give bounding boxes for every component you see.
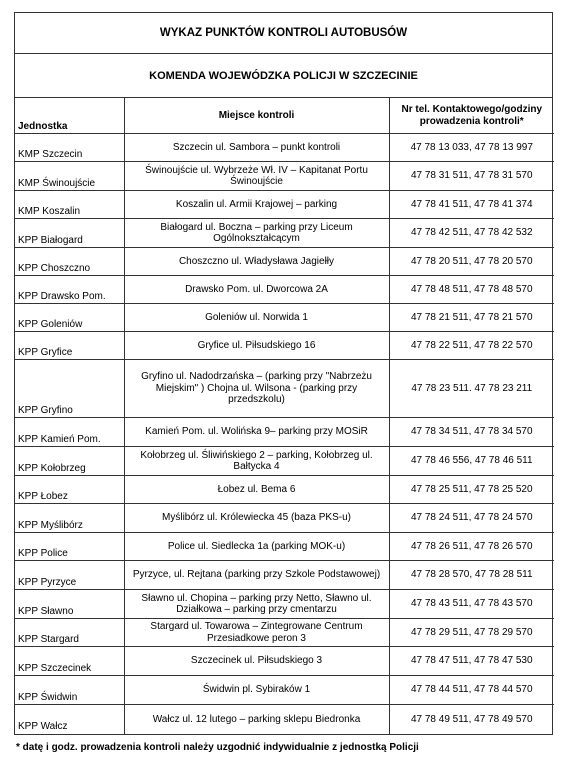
phone-cell: 47 78 44 511, 47 78 44 570 [389,676,554,705]
table-row [15,533,554,561]
phone-cell: 47 78 21 511, 47 78 21 570 [389,304,554,332]
place-cell: Pyrzyce, ul. Rejtana (parking przy Szkole Podstawowej) [124,561,389,590]
table-row [15,134,554,162]
place-cell: Gryfino ul. Nadodrzańska – (parking przy "Nabrzeżu Miejskim" ) Chojna ul. Wilsona - (parking przy przedszkolu) [124,360,389,418]
table-row [15,561,554,590]
table-row [15,332,554,360]
table-row [15,447,554,476]
place-cell: Goleniów ul. Norwida 1 [124,304,389,332]
table-row [15,248,554,276]
place-cell: Szczecin ul. Sambora – punkt kontroli [124,134,389,162]
place-cell: Wałcz ul. 12 lutego – parking sklepu Biedronka [124,705,389,734]
phone-cell: 47 78 47 511, 47 78 47 530 [389,647,554,676]
control-points-sheet [14,12,553,735]
table-header-row [15,98,554,134]
unit-cell: KPP Łobez [15,476,124,504]
place-cell: Gryfice ul. Piłsudskiego 16 [124,332,389,360]
control-points-table [15,98,554,734]
unit-cell: KPP Myślibórz [15,504,124,533]
unit-cell: KPP Szczecinek [15,647,124,676]
table-row [15,676,554,705]
place-cell: Łobez ul. Bema 6 [124,476,389,504]
unit-cell: KPP Stargard [15,619,124,647]
place-cell: Białogard ul. Boczna – parking przy Liceum Ogólnokształcącym [124,219,389,248]
footnote: * datę i godz. prowadzenia kontroli należy uzgodnić indywidualnie z jednostką Policji [16,742,419,753]
place-cell: Świnoujście ul. Wybrzeże Wł. IV – Kapitanat Portu Świnoujście [124,162,389,191]
unit-cell: KMP Koszalin [15,191,124,219]
unit-cell: KPP Białogard [15,219,124,248]
phone-cell: 47 78 41 511, 47 78 41 374 [389,191,554,219]
phone-cell: 47 78 48 511, 47 78 48 570 [389,276,554,304]
place-cell: Drawsko Pom. ul. Dworcowa 2A [124,276,389,304]
header-unit: Jednostka [15,98,124,134]
table-row [15,360,554,418]
place-cell: Szczecinek ul. Piłsudskiego 3 [124,647,389,676]
phone-cell: 47 78 20 511, 47 78 20 570 [389,248,554,276]
unit-cell: KPP Police [15,533,124,561]
place-cell: Choszczno ul. Władysława Jagiełły [124,248,389,276]
table-row [15,647,554,676]
place-cell: Kołobrzeg ul. Śliwińskiego 2 – parking, Kołobrzeg ul. Bałtycka 4 [124,447,389,476]
table-row [15,619,554,647]
unit-cell: KPP Sławno [15,590,124,619]
phone-cell: 47 78 13 033, 47 78 13 997 [389,134,554,162]
place-cell: Świdwin pl. Sybiraków 1 [124,676,389,705]
place-cell: Koszalin ul. Armii Krajowej – parking [124,191,389,219]
table-row [15,476,554,504]
unit-cell: KMP Szczecin [15,134,124,162]
unit-cell: KPP Choszczno [15,248,124,276]
unit-cell: KPP Goleniów [15,304,124,332]
phone-cell: 47 78 31 511, 47 78 31 570 [389,162,554,191]
place-cell: Sławno ul. Chopina – parking przy Netto, Sławno ul. Działkowa – parking przy cmentarzu [124,590,389,619]
unit-cell: KPP Świdwin [15,676,124,705]
phone-cell: 47 78 29 511, 47 78 29 570 [389,619,554,647]
phone-cell: 47 78 42 511, 47 78 42 532 [389,219,554,248]
document-title: WYKAZ PUNKTÓW KONTROLI AUTOBUSÓW [15,13,552,54]
unit-cell: KPP Gryfice [15,332,124,360]
table-row [15,304,554,332]
document-subtitle: KOMENDA WOJEWÓDZKA POLICJI W SZCZECINIE [15,54,552,98]
table-row [15,590,554,619]
table-row [15,504,554,533]
phone-cell: 47 78 23 511. 47 78 23 211 [389,360,554,418]
phone-cell: 47 78 28 570, 47 78 28 511 [389,561,554,590]
unit-cell: KPP Pyrzyce [15,561,124,590]
table-row [15,191,554,219]
phone-cell: 47 78 49 511, 47 78 49 570 [410,713,533,725]
place-cell: Police ul. Siedlecka 1a (parking MOK-u) [124,533,389,561]
table-row [15,418,554,447]
phone-cell: 47 78 24 511, 47 78 24 570 [389,504,554,533]
unit-cell: KPP Wałcz [15,705,124,734]
table-row [15,705,554,734]
table-row [15,162,554,191]
place-cell: Stargard ul. Towarowa – Zintegrowane Centrum Przesiadkowe peron 3 [124,619,389,647]
place-cell: Myślibórz ul. Królewiecka 45 (baza PKS-u) [124,504,389,533]
unit-cell: KPP Kołobrzeg [15,447,124,476]
phone-cell: 47 78 43 511, 47 78 43 570 [389,590,554,619]
unit-cell: KPP Drawsko Pom. [15,276,124,304]
table-row [15,219,554,248]
header-phone: Nr tel. Kontaktowego/godziny prowadzenia kontroli* [389,98,554,134]
phone-cell: 47 78 46 556, 47 78 46 511 [389,447,554,476]
unit-cell: KPP Gryfino [15,360,124,418]
phone-cell: 47 78 25 511, 47 78 25 520 [389,476,554,504]
phone-cell: 47 78 34 511, 47 78 34 570 [389,418,554,447]
unit-cell: KMP Świnoujście [15,162,124,191]
header-place: Miejsce kontroli [124,98,389,134]
table-row [15,276,554,304]
place-cell: Kamień Pom. ul. Wolińska 9– parking przy MOSiR [124,418,389,447]
phone-cell: 47 78 22 511, 47 78 22 570 [389,332,554,360]
unit-cell: KPP Kamień Pom. [15,418,124,447]
phone-cell: 47 78 26 511, 47 78 26 570 [389,533,554,561]
